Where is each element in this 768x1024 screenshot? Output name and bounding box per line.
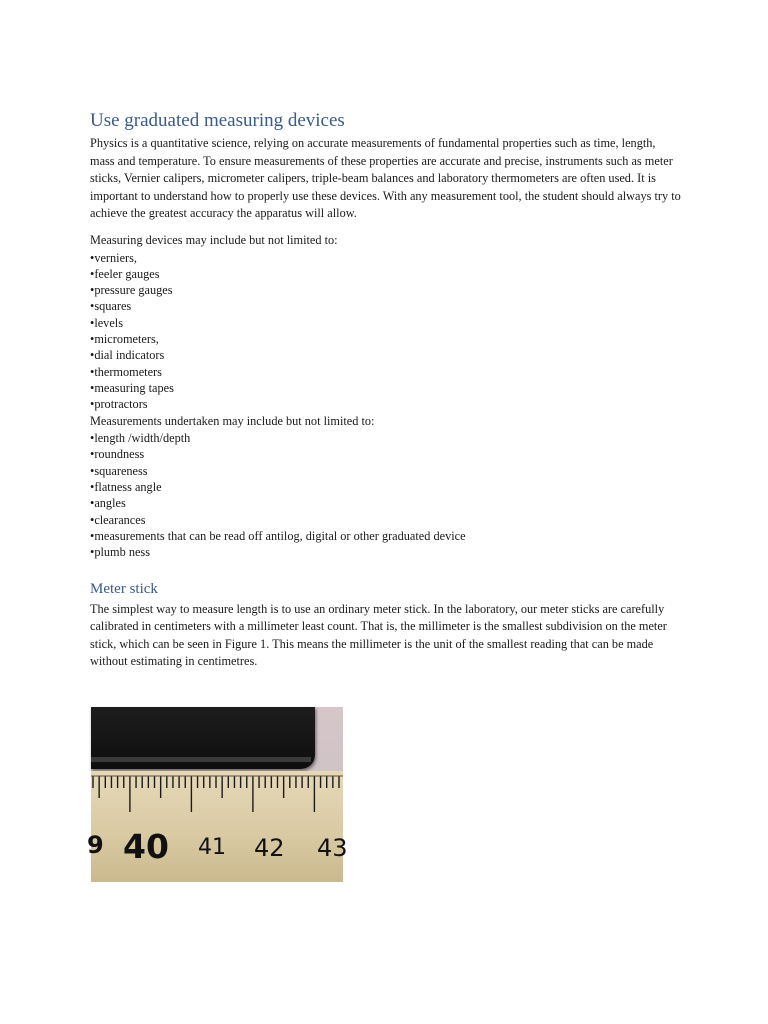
meter-stick-paragraph: The simplest way to measure length is to use an ordinary meter stick. In the laboratory, our meter sticks are carefully calibrated in centimeters with a millimeter least count. That is, the millimeter is the smallest subdivision on the meter stick, which can be seen in Figure 1. This means the millimeter is the unit of the smallest reading that can be made without estimating in centimetres.: [90, 601, 667, 669]
case-edge: [91, 757, 311, 762]
list-item: • feeler gauges: [90, 266, 682, 282]
document-page: [90, 108, 682, 671]
list-item: • thermometers: [90, 364, 682, 380]
ruler-number: 9: [87, 831, 104, 859]
list-item: • roundness: [90, 446, 682, 462]
devices-intro: Measuring devices may include but not limited to:: [90, 232, 338, 247]
list-item: • angles: [90, 495, 682, 511]
list-item: • levels: [90, 315, 682, 331]
list-item: • verniers,: [90, 250, 682, 266]
ruler-number: 41: [198, 835, 226, 860]
list-item: • clearances: [90, 512, 682, 528]
devices-list: [90, 250, 682, 413]
list-item: • squares: [90, 298, 682, 314]
page-title: Use graduated measuring devices: [90, 110, 345, 131]
list-item: • flatness angle: [90, 479, 682, 495]
list-item: • pressure gauges: [90, 282, 682, 298]
list-item: • micrometers,: [90, 331, 682, 347]
meter-stick-photo: [87, 707, 348, 882]
ruler-number: 43: [317, 834, 348, 862]
list-item: • measurements that can be read off antilog, digital or other graduated device: [90, 528, 682, 544]
intro-paragraph: Physics is a quantitative science, relying on accurate measurements of fundamental properties such as time, length, mass and temperature. To ensure measurements of these properties are accurate and precise, instruments such as meter sticks, Vernier calipers, micrometer calipers, triple-beam balances and laboratory thermometers are often used. It is important to understand how to properly use these devices. With any measurement tool, the student should always try to achieve the greatest accuracy the apparatus will allow.: [90, 136, 681, 221]
ruler-number: 40: [123, 827, 169, 866]
list-item: • squareness: [90, 463, 682, 479]
list-item: • length /width/depth: [90, 430, 682, 446]
measurements-list: [90, 430, 682, 560]
measurements-intro: Measurements undertaken may include but not limited to:: [90, 413, 375, 428]
meter-stick-heading: Meter stick: [90, 580, 158, 597]
ruler-number: 42: [254, 834, 285, 862]
list-item: • protractors: [90, 396, 682, 412]
list-item: • dial indicators: [90, 347, 682, 363]
list-item: • measuring tapes: [90, 380, 682, 396]
list-item: • plumb ness: [90, 544, 682, 560]
